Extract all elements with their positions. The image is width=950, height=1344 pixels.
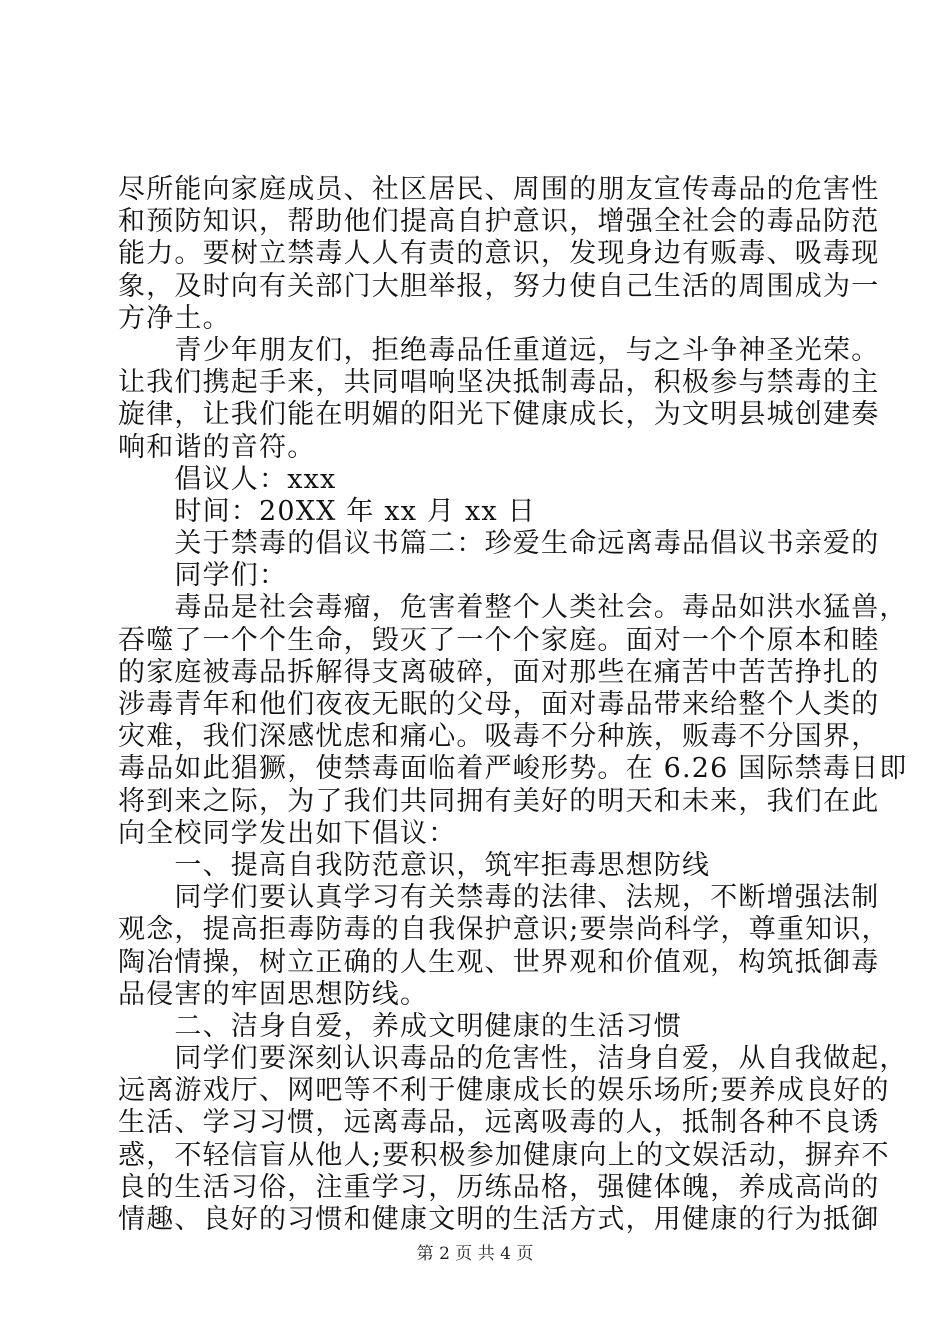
text-line: 陶冶情操，树立正确的人生观、世界观和价值观，构筑抵御毒 [118, 946, 880, 978]
signatory-line: 倡议人：xxx [118, 463, 337, 495]
text-line: 远离游戏厅、网吧等不利于健康成长的娱乐场所;要养成良好的 [118, 1075, 890, 1107]
section-title-line: 关于禁毒的倡议书篇二：珍爱生命远离毒品倡议书亲爱的 [118, 528, 880, 560]
text-line: 惑，不轻信盲从他人;要积极参加健康向上的文娱活动，摒弃不 [118, 1139, 890, 1171]
text-line: 象，及时向有关部门大胆举报，努力使自己生活的周围成为一 [118, 270, 880, 302]
text-line: 毒品如此猖獗，使禁毒面临着严峻形势。在 6.26 国际禁毒日即 [118, 753, 908, 785]
text-line: 品侵害的牢固思想防线。 [118, 978, 429, 1010]
text-line: 生活、学习习惯，远离毒品，远离吸毒的人，抵制各种不良诱 [118, 1107, 880, 1139]
text-line: 让我们携起手来，共同唱响坚决抵制毒品，积极参与禁毒的主 [118, 367, 880, 399]
text-line: 情趣、良好的习惯和健康文明的生活方式，用健康的行为抵御 [118, 1204, 880, 1235]
text-line: 灾难，我们深感忧虑和痛心。吸毒不分种族，贩毒不分国界， [118, 721, 880, 753]
date-line: 时间：20XX 年 xx 月 xx 日 [118, 495, 536, 527]
heading-line: 二、洁身自爱，养成文明健康的生活习惯 [118, 1010, 682, 1042]
text-line: 和预防知识，帮助他们提高自护意识，增强全社会的毒品防范 [118, 206, 880, 238]
text-line: 能力。要树立禁毒人人有责的意识，发现身边有贩毒、吸毒现 [118, 238, 880, 270]
text-line: 良的生活习俗，注重学习，历练品格，强健体魄，养成高尚的 [118, 1171, 880, 1203]
text-line: 旋律，让我们能在明媚的阳光下健康成长，为文明县城创建奏 [118, 399, 880, 431]
text-line: 尽所能向家庭成员、社区居民、周围的朋友宣传毒品的危害性 [118, 174, 880, 205]
text-line: 响和谐的音符。 [118, 431, 316, 463]
salutation-line: 同学们： [118, 560, 288, 592]
text-line: 吞噬了一个个生命，毁灭了一个个家庭。面对一个个原本和睦 [118, 624, 880, 656]
text-line: 毒品是社会毒瘤，危害着整个人类社会。毒品如洪水猛兽， [118, 592, 908, 624]
text-line: 观念，提高拒毒防毒的自我保护意识;要崇尚科学，尊重知识， [118, 914, 890, 946]
text-line: 方净土。 [118, 302, 231, 334]
heading-line: 一、提高自我防范意识，筑牢拒毒思想防线 [118, 849, 711, 881]
text-line: 同学们要深刻认识毒品的危害性，洁身自爱，从自我做起， [118, 1043, 908, 1075]
text-line: 青少年朋友们，拒绝毒品任重道远，与之斗争神圣光荣。 [118, 334, 880, 366]
text-line: 涉毒青年和他们夜夜无眠的父母，面对毒品带来给整个人类的 [118, 689, 880, 720]
page-number-footer: 第 2 页 共 4 页 [416, 1244, 534, 1264]
text-line: 同学们要认真学习有关禁毒的法律、法规，不断增强法制 [118, 882, 880, 914]
text-line: 向全校同学发出如下倡议： [118, 817, 457, 849]
text-line: 将到来之际，为了我们共同拥有美好的明天和未来，我们在此 [118, 785, 880, 817]
text-line: 的家庭被毒品拆解得支离破碎，面对那些在痛苦中苦苦挣扎的 [118, 656, 880, 688]
